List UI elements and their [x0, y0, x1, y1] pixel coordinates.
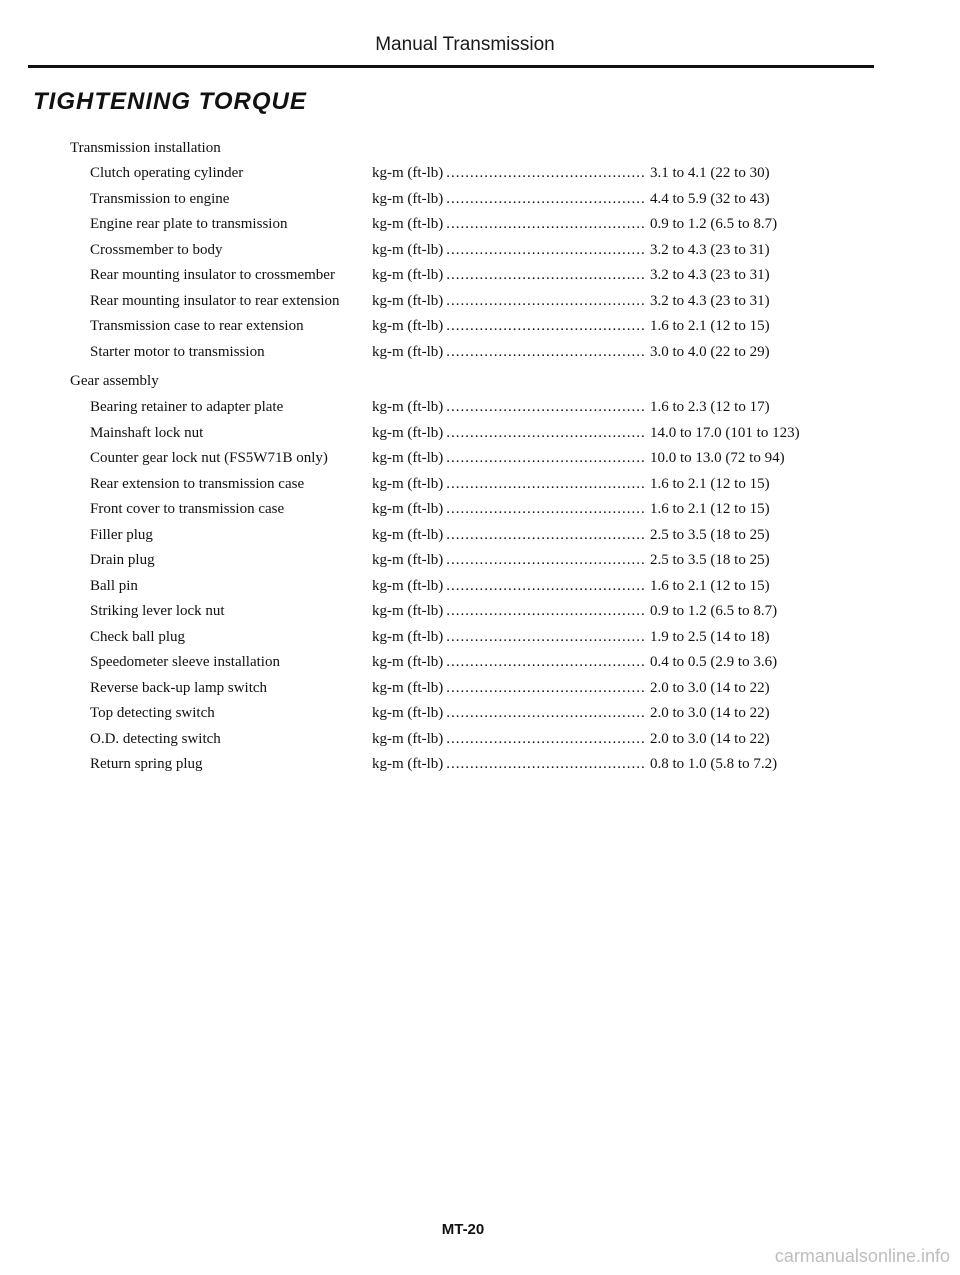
spec-value: 1.6 to 2.1 (12 to 15) [650, 578, 770, 594]
dot-leader [446, 188, 645, 210]
spec-row [0, 498, 960, 520]
dot-leader [446, 600, 645, 622]
dot-leader [446, 290, 645, 312]
spec-value: 2.0 to 3.0 (14 to 22) [650, 680, 770, 696]
spec-value: 0.9 to 1.2 (6.5 to 8.7) [650, 603, 778, 619]
header-rule [28, 65, 874, 68]
spec-row [0, 290, 960, 312]
dot-leader [446, 315, 645, 337]
unit-text: kg-m (ft-lb) [372, 476, 444, 492]
spec-row [0, 396, 960, 418]
spec-value: 1.9 to 2.5 (14 to 18) [650, 629, 770, 645]
dot-leader [446, 162, 645, 184]
unit-text: kg-m (ft-lb) [372, 578, 444, 594]
dot-leader [446, 447, 645, 469]
unit-text: kg-m (ft-lb) [372, 191, 444, 207]
spec-value: 2.0 to 3.0 (14 to 22) [650, 705, 770, 721]
spec-label: Engine rear plate to transmission [90, 216, 288, 232]
spec-label: Transmission case to rear extension [90, 318, 304, 334]
unit-text: kg-m (ft-lb) [372, 680, 444, 696]
page-title: TIGHTENING TORQUE [33, 88, 307, 115]
spec-label: Reverse back-up lamp switch [90, 680, 268, 696]
unit-text: kg-m (ft-lb) [372, 399, 444, 415]
spec-row [0, 575, 960, 597]
spec-unit [372, 651, 648, 673]
spec-label: Transmission to engine [90, 191, 230, 207]
spec-value: 3.2 to 4.3 (23 to 31) [650, 242, 770, 258]
spec-value: 2.5 to 3.5 (18 to 25) [650, 552, 770, 568]
unit-text: kg-m (ft-lb) [372, 293, 444, 309]
spec-unit [372, 290, 648, 312]
spec-label: Striking lever lock nut [90, 603, 225, 619]
spec-label: O.D. detecting switch [90, 731, 221, 747]
spec-unit [372, 626, 648, 648]
page-header: Manual Transmission [375, 34, 555, 55]
spec-row [0, 239, 960, 261]
unit-text: kg-m (ft-lb) [372, 165, 444, 181]
spec-label: Crossmember to body [90, 242, 223, 258]
spec-unit [372, 188, 648, 210]
spec-value: 2.0 to 3.0 (14 to 22) [650, 731, 770, 747]
spec-value: 3.1 to 4.1 (22 to 30) [650, 165, 770, 181]
dot-leader [446, 524, 645, 546]
spec-row [0, 753, 960, 775]
unit-text: kg-m (ft-lb) [372, 629, 444, 645]
spec-value: 3.0 to 4.0 (22 to 29) [650, 344, 770, 360]
unit-text: kg-m (ft-lb) [372, 731, 444, 747]
spec-label: Bearing retainer to adapter plate [90, 399, 284, 415]
spec-row [0, 213, 960, 235]
spec-label: Counter gear lock nut (FS5W71B only) [90, 450, 328, 466]
unit-text: kg-m (ft-lb) [372, 654, 444, 670]
spec-row [0, 702, 960, 724]
unit-text: kg-m (ft-lb) [372, 242, 444, 258]
dot-leader [446, 239, 645, 261]
spec-value: 1.6 to 2.1 (12 to 15) [650, 501, 770, 517]
spec-label: Rear extension to transmission case [90, 476, 305, 492]
unit-text: kg-m (ft-lb) [372, 267, 444, 283]
spec-unit [372, 315, 648, 337]
dot-leader [446, 626, 645, 648]
group-heading [0, 370, 960, 392]
spec-row [0, 188, 960, 210]
spec-label: Starter motor to transmission [90, 344, 265, 360]
spec-value: 1.6 to 2.1 (12 to 15) [650, 318, 770, 334]
spec-row [0, 626, 960, 648]
spec-row [0, 651, 960, 673]
spec-row [0, 524, 960, 546]
spec-value: 2.5 to 3.5 (18 to 25) [650, 527, 770, 543]
unit-text: kg-m (ft-lb) [372, 425, 444, 441]
spec-label: Filler plug [90, 527, 153, 543]
spec-row [0, 473, 960, 495]
unit-text: kg-m (ft-lb) [372, 216, 444, 232]
spec-unit [372, 702, 648, 724]
spec-unit [372, 422, 648, 444]
spec-row [0, 728, 960, 750]
dot-leader [446, 341, 645, 363]
group-label: Transmission installation [70, 140, 221, 156]
spec-row [0, 677, 960, 699]
watermark: carmanualsonline.info [774, 1246, 950, 1266]
spec-label: Clutch operating cylinder [90, 165, 244, 181]
page-number: MT-20 [441, 1221, 485, 1238]
spec-label: Speedometer sleeve installation [90, 654, 280, 670]
dot-leader [446, 702, 645, 724]
unit-text: kg-m (ft-lb) [372, 318, 444, 334]
spec-unit [372, 753, 648, 775]
dot-leader [446, 575, 645, 597]
spec-label: Rear mounting insulator to rear extension [90, 293, 340, 309]
spec-value: 14.0 to 17.0 (101 to 123) [650, 425, 800, 441]
spec-unit [372, 447, 648, 469]
spec-value: 10.0 to 13.0 (72 to 94) [650, 450, 785, 466]
spec-label: Front cover to transmission case [90, 501, 285, 517]
dot-leader [446, 753, 645, 775]
spec-label: Ball pin [90, 578, 138, 594]
spec-value: 1.6 to 2.3 (12 to 17) [650, 399, 770, 415]
dot-leader [446, 396, 645, 418]
group-heading [0, 137, 960, 159]
dot-leader [446, 498, 645, 520]
spec-unit [372, 341, 648, 363]
group-label: Gear assembly [70, 373, 159, 389]
spec-unit [372, 728, 648, 750]
spec-row [0, 549, 960, 571]
unit-text: kg-m (ft-lb) [372, 705, 444, 721]
dot-leader [446, 264, 645, 286]
unit-text: kg-m (ft-lb) [372, 450, 444, 466]
spec-unit [372, 396, 648, 418]
spec-unit [372, 264, 648, 286]
spec-value: 0.4 to 0.5 (2.9 to 3.6) [650, 654, 778, 670]
spec-value: 4.4 to 5.9 (32 to 43) [650, 191, 770, 207]
spec-label: Drain plug [90, 552, 155, 568]
spec-row [0, 600, 960, 622]
unit-text: kg-m (ft-lb) [372, 344, 444, 360]
spec-label: Mainshaft lock nut [90, 425, 204, 441]
spec-unit [372, 575, 648, 597]
dot-leader [446, 677, 645, 699]
spec-row [0, 341, 960, 363]
spec-label: Top detecting switch [90, 705, 215, 721]
spec-row [0, 422, 960, 444]
spec-row [0, 447, 960, 469]
spec-unit [372, 600, 648, 622]
dot-leader [446, 213, 645, 235]
spec-value: 3.2 to 4.3 (23 to 31) [650, 267, 770, 283]
spec-value: 3.2 to 4.3 (23 to 31) [650, 293, 770, 309]
dot-leader [446, 422, 645, 444]
spec-label: Rear mounting insulator to crossmember [90, 267, 335, 283]
spec-unit [372, 498, 648, 520]
dot-leader [446, 651, 645, 673]
unit-text: kg-m (ft-lb) [372, 552, 444, 568]
spec-label: Return spring plug [90, 756, 203, 772]
spec-label: Check ball plug [90, 629, 185, 645]
spec-row [0, 264, 960, 286]
spec-unit [372, 677, 648, 699]
dot-leader [446, 728, 645, 750]
spec-unit [372, 239, 648, 261]
unit-text: kg-m (ft-lb) [372, 603, 444, 619]
spec-value: 0.9 to 1.2 (6.5 to 8.7) [650, 216, 778, 232]
spec-value: 1.6 to 2.1 (12 to 15) [650, 476, 770, 492]
spec-unit [372, 524, 648, 546]
spec-unit [372, 162, 648, 184]
spec-unit [372, 549, 648, 571]
unit-text: kg-m (ft-lb) [372, 501, 444, 517]
spec-row [0, 162, 960, 184]
unit-text: kg-m (ft-lb) [372, 527, 444, 543]
spec-unit [372, 473, 648, 495]
dot-leader [446, 473, 645, 495]
spec-row [0, 315, 960, 337]
spec-value: 0.8 to 1.0 (5.8 to 7.2) [650, 756, 778, 772]
unit-text: kg-m (ft-lb) [372, 756, 444, 772]
spec-unit [372, 213, 648, 235]
dot-leader [446, 549, 645, 571]
